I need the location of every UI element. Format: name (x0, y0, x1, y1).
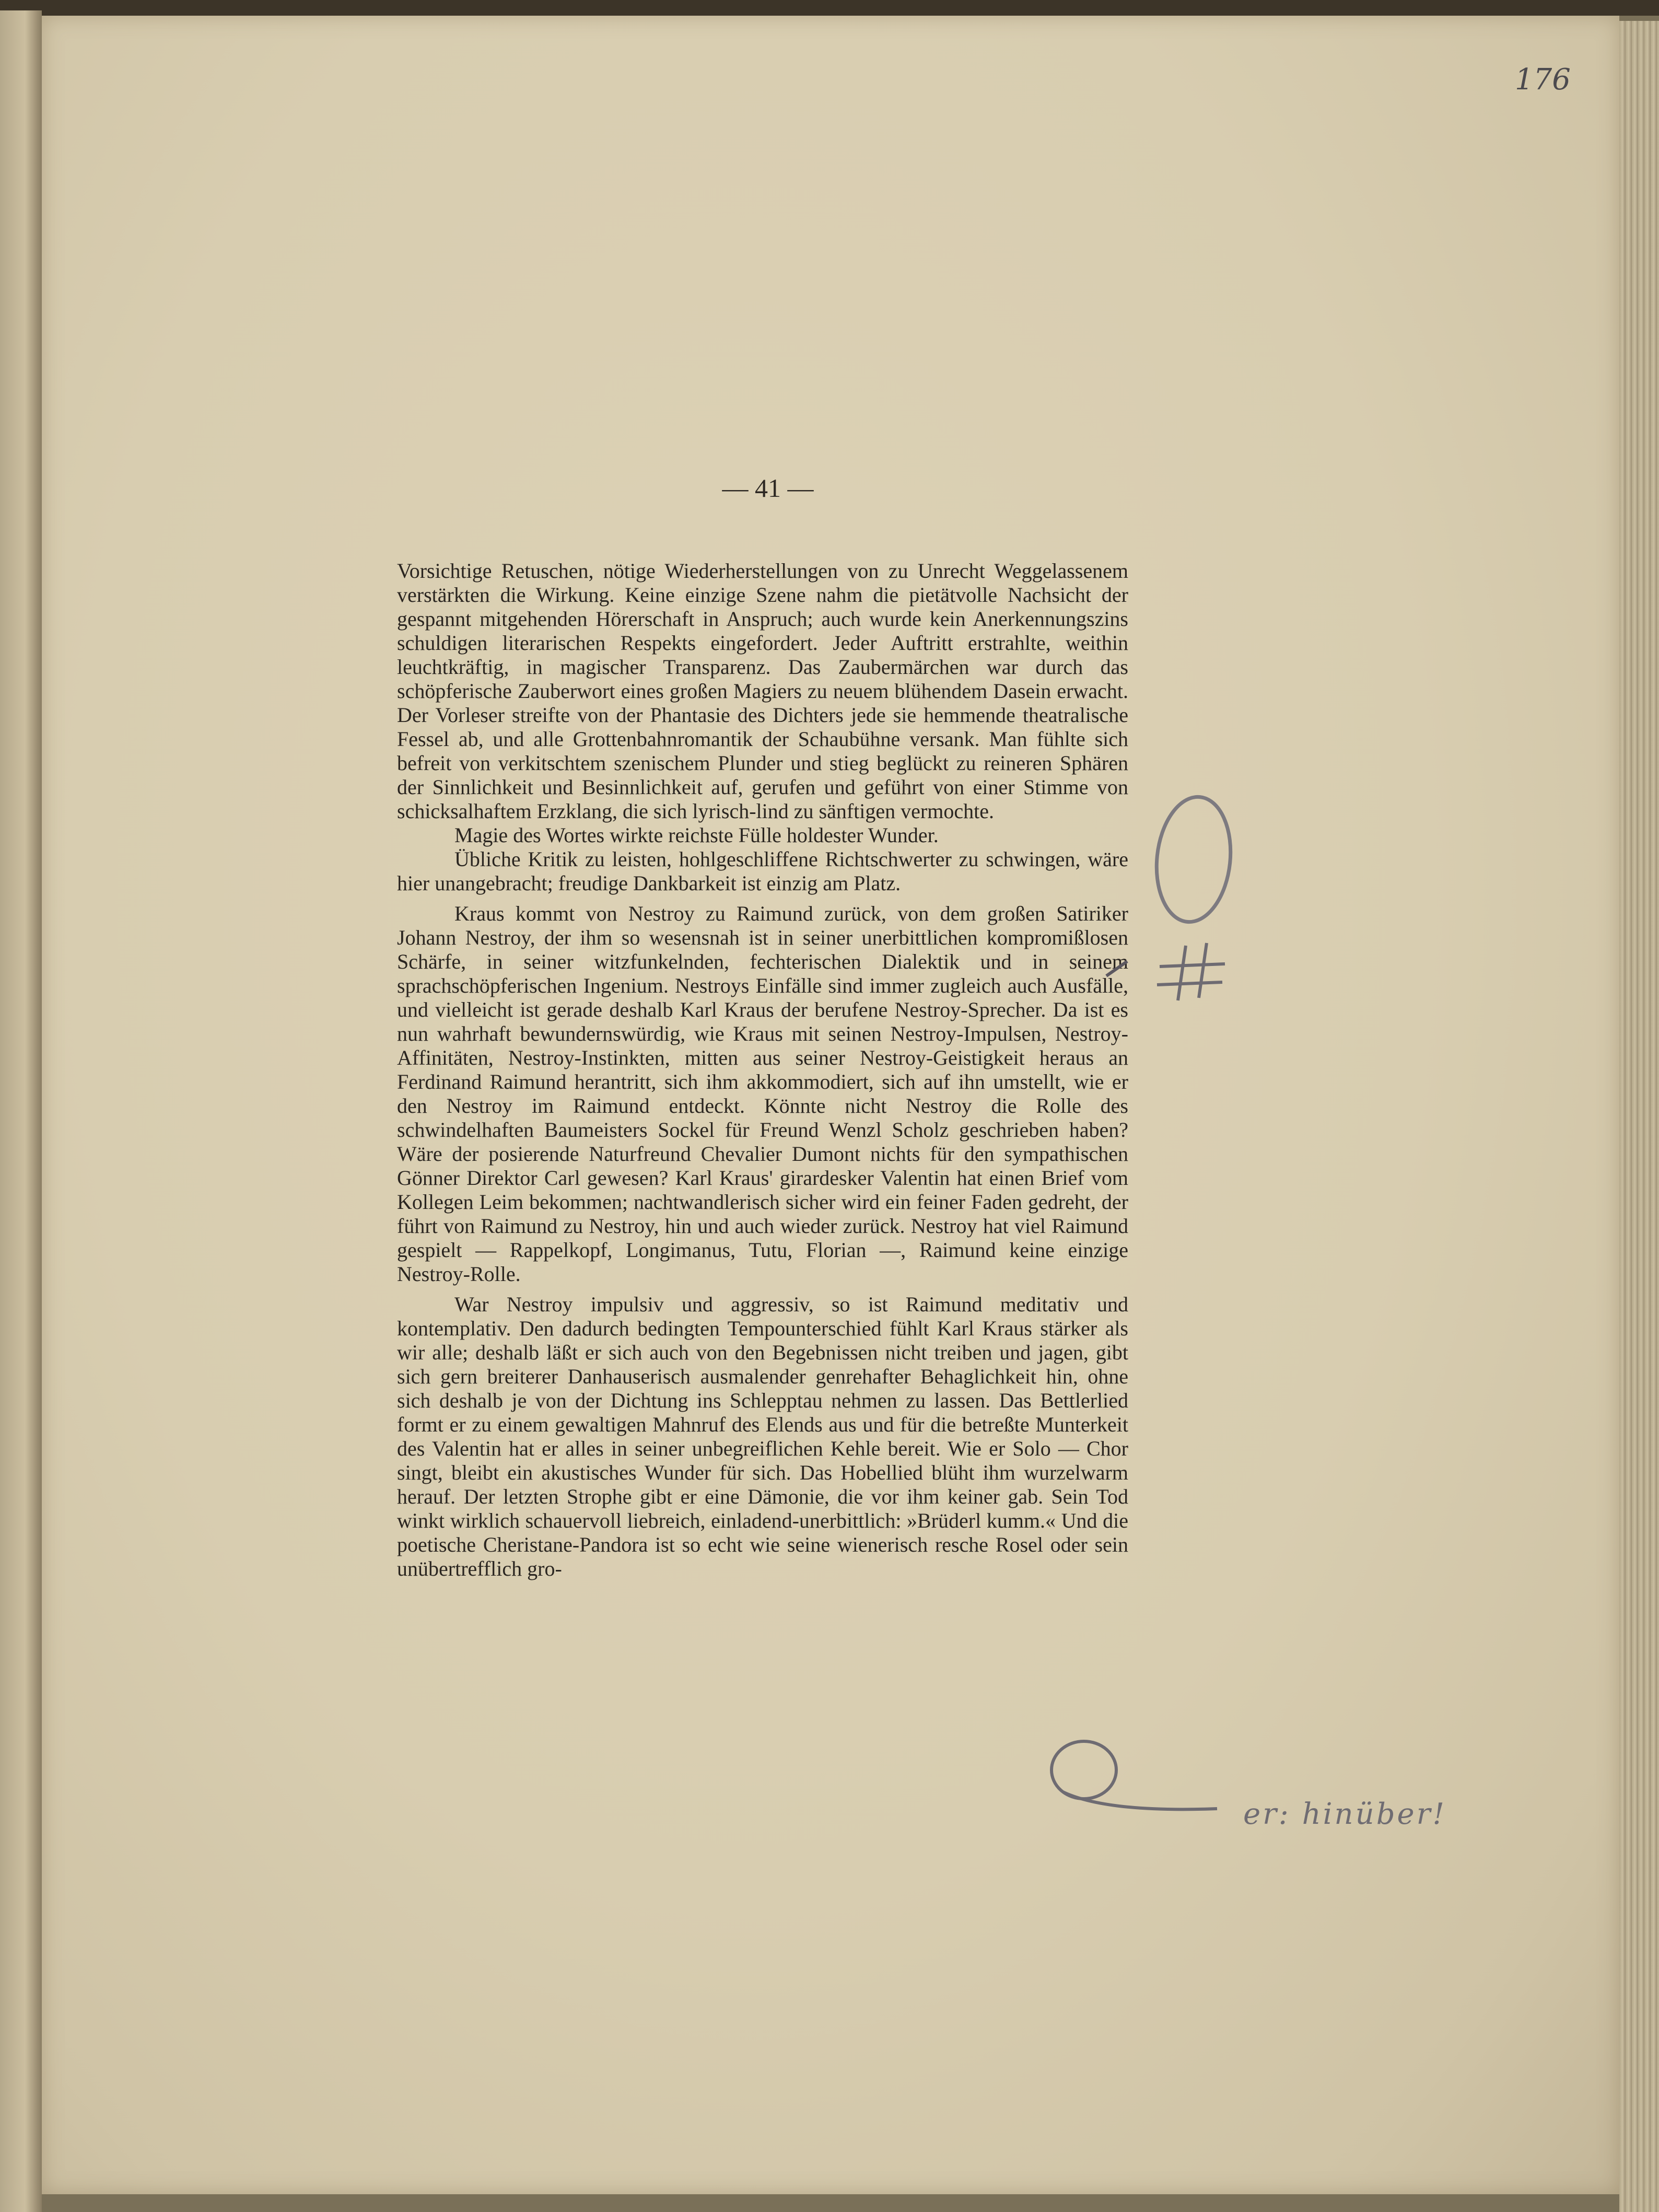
paragraph: Vorsichtige Retuschen, nötige Wiederherstellungen von zu Unrecht Weggelassenem verstärkten die Wirkung. Keine einzige Szene nahm die pietätvolle Nachsicht der gespannt mitgehenden Hörerschaft in Anspruch; auch wurde kein Anerkennungszins schuldigen literarischen Respekts eingefordert. Jeder Auftritt erstrahlte, weithin leuchtkräftig, in magischer Transparenz. Das Zaubermärchen war durch das schöpferische Zauberwort eines großen Magiers zu neuem blühendem Dasein erwacht. Der Vorleser streifte von der Phantasie des Dichters jede sie hemmende theatralische Fessel ab, und alle Grottenbahnromantik der Schaubühne versank. Man fühlte sich befreit von verkitschtem szenischem Plunder und stieg beglückt zu reineren Sphären der Sinnlichkeit und Besinnlichkeit auf, gerufen und geführt von einer Stimme von schicksalhaftem Erzklang, die sich lyrisch-lind zu sänftigen vermochte. (397, 559, 1128, 823)
facing-page-edge (0, 10, 42, 2212)
paragraph: Übliche Kritik zu leisten, hohlgeschliffene Richtschwerter zu schwingen, wäre hier unangebracht; freudige Dankbarkeit ist einzig am Platz. (397, 847, 1128, 895)
body-text (397, 559, 1128, 1581)
paragraph: War Nestroy impulsiv und aggressiv, so ist Raimund meditativ und kontemplativ. Den dadurch bedingten Tempounterschied fühlt Karl Kraus stärker als wir alle; deshalb läßt er sich auch von den Begebnissen nicht treiben und jagen, gibt sich gern breiterer Danhauserisch ausmalender genrehafter Behaglichkeit hin, ohne sich deshalb je von der Dichtung ins Schlepptau nehmen zu lassen. Das Bettlerlied formt er zu einem gewaltigen Mahnruf des Elends aus und für die betreßte Munterkeit des Valentin hat er alles in seiner unbegreiflichen Kehle bereit. Wie er Solo — Chor singt, bleibt ein akustisches Wunder für sich. Das Hobellied blüht ihm wurzelwarm herauf. Der letzten Strophe gibt er eine Dämonie, die vor ihm keiner gab. Sein Tod winkt wirklich schauervoll liebreich, einladend-unerbittlich: »Brüderl kumm.« Und die poetische Cheristane-Pandora ist so echt wie seine wienerisch resche Rosel oder sein unübertrefflich gro- (397, 1293, 1128, 1580)
stacked-page-edges (1619, 21, 1659, 2212)
paragraph: Kraus kommt von Nestroy zu Raimund zurück, von dem großen Satiriker Johann Nestroy, der ihm so wesensnah ist in seiner unerbittlichen kompromißlosen Schärfe, in seiner witzfunkelnden, fechterischen Dialektik und in seinem sprachschöpferischen Ingenium. Nestroys Einfälle sind immer zugleich auch Ausfälle, und vielleicht ist gerade deshalb Karl Kraus der berufene Nestroy-Sprecher. Da ist es nun wahrhaft bewundernswürdig, wie Kraus mit seinen Nestroy-Impulsen, Nestroy-Affinitäten, Nestroy-Instinkten, mitten aus seiner Nestroy-Geistigkeit heraus an Ferdinand Raimund herantritt, sich ihm akkommodiert, sich auf ihn umstellt, wie er den Nestroy im Raimund entdeckt. Könnte nicht Nestroy die Rolle des schwindelhaften Baumeisters Sockel für Freund Wenzl Scholz geschrieben haben? Wäre der posierende Naturfreund Chevalier Dumont nichts für den sympathischen Gönner Direktor Carl gewesen? Karl Kraus' girardesker Valentin hat einen Brief vom Kollegen Leim bekommen; nachtwandlerisch sicher wird ein feiner Faden gedreht, der führt von Raimund zu Nestroy, hin und auch wieder zurück. Nestroy hat viel Raimund gespielt — Rappelkopf, Longimanus, Tutu, Florian —, Raimund keine einzige Nestroy-Rolle. (397, 902, 1128, 1286)
archive-folio-number: 176 (1515, 63, 1571, 97)
page-number: — 41 — (722, 473, 814, 503)
pencil-margin-note: er: hinüber! (1243, 1797, 1446, 1831)
scan-top-border (0, 0, 1659, 16)
paragraph: Magie des Wortes wirkte reichste Fülle holdester Wunder. (454, 823, 939, 847)
